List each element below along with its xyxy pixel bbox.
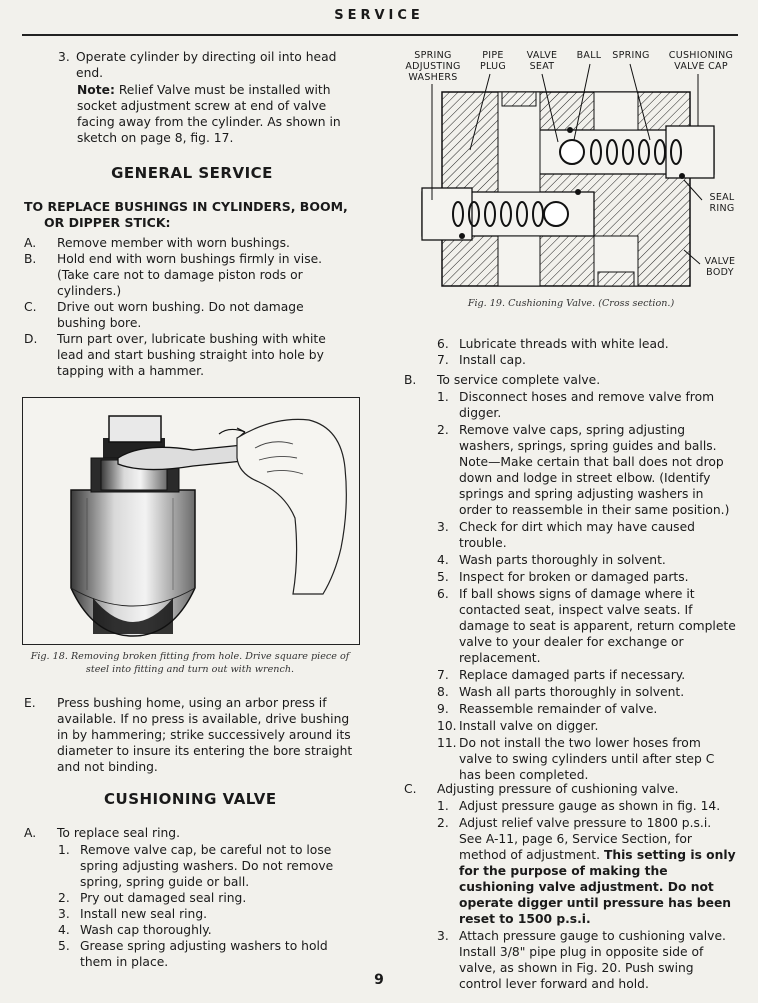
list-item-text: Inspect for broken or damaged parts. [459,570,689,584]
list-item-number: 1. [437,390,449,404]
list-item-text: Replace damaged parts if necessary. [459,668,686,682]
label-spring: SPRING [612,50,650,61]
list-item [437,815,737,927]
list-item-number: 7. [437,353,449,367]
list-item-text: If ball shows signs of damage where it contacted seat, inspect valve seats. If damage to seat is apparent, return complete valve to your dealer for exchange or replacement. [459,587,736,665]
list-item [58,906,356,922]
label-valve-seat: VALVE SEAT [526,50,558,72]
bushing-steps [24,235,356,379]
list-item-text: Drive out worn bushing. Do not damage bushing bore. [57,300,304,330]
list-item-number: C. [24,300,37,314]
label-ball: BALL [576,50,602,61]
list-item [437,667,737,683]
figure-19-caption: Fig. 19. Cushioning Valve. (Cross section.) [467,298,675,309]
list-item-text: Do not install the two lower hoses from valve to swing cylinders until after step C has been completed. [459,736,715,782]
list-item-text: Wash parts thoroughly in solvent. [459,553,666,567]
list-item [437,422,737,518]
bushings-title: TO REPLACE BUSHINGS IN CYLINDERS, BOOM, OR DIPPER STICK: [24,199,348,230]
label-pipe-plug: PIPE PLUG [479,50,507,72]
list-item-text: Reassemble remainder of valve. [459,702,658,716]
list-item [437,586,737,666]
label-seal-ring: SEAL RING [709,192,735,214]
list-item-text: Remove member with worn bushings. [57,236,290,250]
general-service-block [24,164,360,182]
list-item-text: Install valve on digger. [459,719,599,733]
list-item [437,336,737,352]
list-item-number: 8. [437,685,449,699]
list-item-number: 2. [58,891,70,905]
list-item-text: Install new seal ring. [80,907,208,921]
list-item-number: 3. [437,520,449,534]
bushings-heading-block [24,199,360,231]
list-item-text: Lubricate threads with white lead. [459,337,669,351]
page-number: 9 [374,972,384,988]
label-spring-adjusting-washers: SPRING ADJUSTING WASHERS [405,50,461,83]
list-item-number: D. [24,332,38,346]
list-item-number: 6. [437,587,449,601]
list-item [24,235,356,251]
section-b-text: To service complete valve. [437,373,601,387]
section-b-label: B. [404,373,417,387]
list-item-text: Check for dirt which may have caused trouble. [459,520,695,550]
note-text: Relief Valve must be installed with socket adjustment screw at end of valve facing away from the cylinder. As shown in sketch on page 8, fig. 17. [77,83,341,145]
list-item-text: Grease spring adjusting washers to hold them in place. [80,939,328,969]
list-item [437,718,737,734]
list-item [24,299,356,331]
page-header: SERVICE [334,8,424,23]
list-item-number: 5. [58,939,70,953]
list-item-number: 7. [437,668,449,682]
list-item-number: 2. [437,423,449,437]
list-item-text: Turn part over, lubricate bushing with white lead and start bushing straight into hole by tapping with a hammer. [57,332,326,378]
section-b-steps [437,389,737,784]
list-item [58,890,356,906]
list-item-text: Remove valve cap, be careful not to lose spring adjusting washers. Do not remove spring, spring guide or ball. [80,843,334,889]
list-item [24,331,356,379]
list-item-text: Adjust relief valve pressure to 1800 p.s.i. See A-11, page 6, Service Section, for method of adjustment. [459,816,712,862]
list-item-text: Hold end with worn bushings firmly in vise. (Take care not to damage piston rods or cylinders.) [57,252,323,298]
fitting-removal-illustration [23,398,359,644]
list-item-number: 1. [437,799,449,813]
list-item [437,569,737,585]
list-item-number: 10. [437,719,457,733]
label-valve-body: VALVE BODY [704,256,736,278]
step-e [24,695,356,775]
item-3 [58,49,354,81]
list-item [58,938,356,970]
section-c [404,781,740,797]
section-a-steps [58,842,356,970]
list-item-text: Wash cap thoroughly. [80,923,212,937]
list-item-text: Install cap. [459,353,526,367]
list-item-text: Disconnect hoses and remove valve from digger. [459,390,715,420]
general-service-title: GENERAL SERVICE [111,164,273,182]
step-e-label: E. [24,696,36,710]
list-item-number: B. [24,252,37,266]
list-item [437,389,737,421]
label-cushioning-valve-cap: CUSHIONING VALVE CAP [668,50,734,72]
list-item [437,798,737,814]
figure-18 [22,397,360,645]
list-item-number: A. [24,236,37,250]
list-item-number: 4. [437,553,449,567]
list-item-bold-text: This setting is only for the purpose of making the cushioning valve adjustment. Do not operate digger until pressure has been reset to 1500 p.s.i. [459,848,736,926]
note-label: Note: [77,83,115,97]
header-rule [22,34,738,36]
section-a [24,825,356,841]
list-item [58,922,356,938]
list-item-number: 2. [437,816,449,830]
list-item [437,684,737,700]
list-item-text: Adjust pressure gauge as shown in fig. 14. [459,799,721,813]
list-item-number: 3. [58,907,70,921]
list-item [24,251,356,299]
list-item-number: 1. [58,843,70,857]
list-item-text: Wash all parts thoroughly in solvent. [459,685,685,699]
step-e-text: Press bushing home, using an arbor press if available. If no press is available, drive bushing in by hammering; strike successively around its diameter to insure its entering the bore straight and not binding. [57,696,353,774]
cushioning-title: CUSHIONING VALVE [104,790,277,808]
list-item-number: 4. [58,923,70,937]
item-3-number: 3. [58,50,70,64]
section-c-steps [437,798,737,993]
section-a-continued-steps [437,336,737,368]
list-item [437,552,737,568]
list-item-number: 9. [437,702,449,716]
list-item [58,842,356,890]
list-item-number: 6. [437,337,449,351]
list-item-number: 5. [437,570,449,584]
list-item [437,701,737,717]
section-c-text: Adjusting pressure of cushioning valve. [437,782,679,796]
list-item [437,352,737,368]
list-item-text: Attach pressure gauge to cushioning valve. Install 3/8" pipe plug in opposite side of valve, as shown in Fig. 20. Push swing control lever forward and hold. [459,929,726,991]
item-3-text: Operate cylinder by directing oil into head end. [76,50,337,80]
section-c-label: C. [404,782,417,796]
list-item-number: 11. [437,736,457,750]
list-item-text: Remove valve caps, spring adjusting washers, springs, spring guides and balls. Note—Make certain that ball does not drop down and lodge in street elbow. (Identify springs and spring adjusting washers in order to reassemble in their same position.) [459,423,730,517]
list-item-text: Pry out damaged seal ring. [80,891,247,905]
figure-18-caption: Fig. 18. Removing broken fitting from hole. Drive square piece of steel into fitting and turn out with wrench. [30,651,350,675]
note [77,82,355,146]
section-a-label: A. [24,826,37,840]
list-item [437,519,737,551]
list-item-number: 3. [437,929,449,943]
list-item [437,735,737,783]
section-b [404,372,740,388]
cushioning-title-block [104,790,304,808]
section-a-text: To replace seal ring. [57,826,181,840]
